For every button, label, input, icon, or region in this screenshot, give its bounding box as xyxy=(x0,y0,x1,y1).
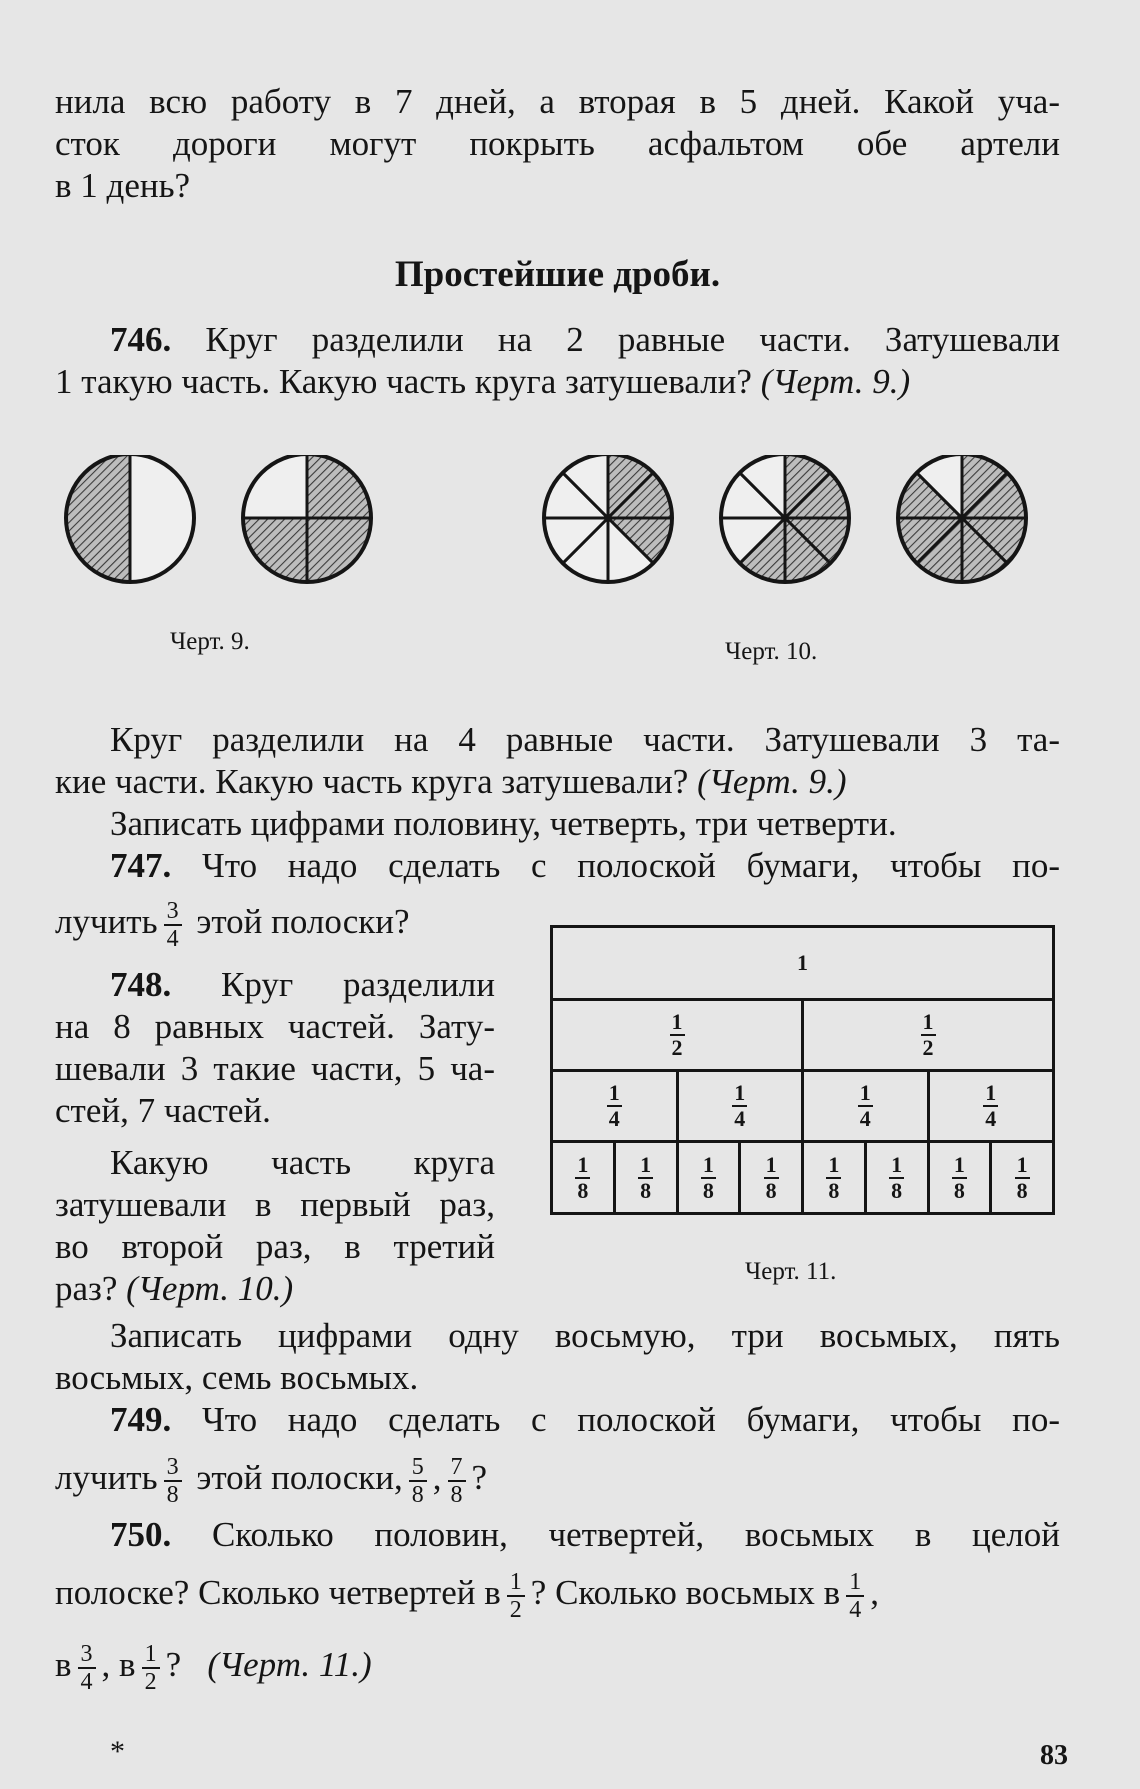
fraction xyxy=(409,1454,427,1508)
strip-quarter-cell xyxy=(553,1072,679,1140)
strip-quarter-cell xyxy=(679,1072,805,1140)
strip-row-eighths xyxy=(553,1143,1052,1212)
fraction-circle xyxy=(898,455,1026,582)
denominator: 8 xyxy=(166,1481,179,1508)
fraction-circles xyxy=(66,455,1026,582)
strip-eighth-cell xyxy=(804,1143,867,1212)
figure-ref: (Черт. 9.) xyxy=(697,762,847,801)
denominator: 4 xyxy=(985,1106,997,1131)
figures-9-10 xyxy=(0,455,1140,655)
problem-746-cont-1: Круг разделили на 4 равные части. Затушевали 3 та- xyxy=(110,720,1060,759)
denominator: 2 xyxy=(922,1035,934,1060)
problem-750-line-3 xyxy=(55,1635,1060,1695)
numerator: 1 xyxy=(507,1569,525,1597)
strip-row-whole xyxy=(553,928,1052,1001)
shaded-sector xyxy=(66,455,130,582)
numerator: 1 xyxy=(608,1080,620,1105)
numerator: 1 xyxy=(142,1641,160,1669)
figure-9-caption: Черт. 9. xyxy=(170,628,250,655)
numerator: 1 xyxy=(985,1080,997,1105)
problem-750-mid-3: , в xyxy=(101,1645,136,1684)
problem-749-text: Что надо сделать с полоской бумаги, чтобы по- xyxy=(201,1400,1060,1439)
figure-ref: (Черт. 10.) xyxy=(126,1269,294,1308)
fraction xyxy=(448,1454,466,1508)
numerator: 1 xyxy=(953,1151,965,1177)
denominator: 4 xyxy=(859,1106,871,1131)
problem-746-text-2: 1 такую часть. Какую часть круга затушевали? xyxy=(55,362,752,401)
figure-ref: (Черт. 9.) xyxy=(760,362,911,401)
strip-eighth-cell xyxy=(616,1143,679,1212)
section-title: Простейшие дроби. xyxy=(394,254,721,295)
denominator: 8 xyxy=(640,1177,652,1203)
denominator: 8 xyxy=(1016,1177,1028,1203)
numerator: 5 xyxy=(409,1454,427,1482)
page-number: 83 xyxy=(1040,1740,1068,1771)
strip-row-halves xyxy=(553,1001,1052,1072)
strip-eighth-cell xyxy=(992,1143,1052,1212)
fraction xyxy=(142,1641,160,1695)
fraction xyxy=(846,1569,864,1623)
strip-eighth-cell xyxy=(741,1143,804,1212)
figure-ref: (Черт. 11.) xyxy=(207,1645,372,1684)
problem-748-line-9: Записать цифрами одну восьмую, три восьмых, пять xyxy=(110,1316,1060,1355)
denominator: 8 xyxy=(891,1177,903,1203)
fraction xyxy=(164,1454,182,1508)
problem-747-pre: лучить xyxy=(55,902,158,941)
problem-746-line-1 xyxy=(55,320,1060,360)
denominator: 8 xyxy=(702,1177,714,1203)
problem-748-line-1 xyxy=(55,965,495,1005)
comma: , xyxy=(432,1458,442,1497)
strip-row-quarters xyxy=(553,1072,1052,1143)
comma: , xyxy=(870,1573,879,1612)
numerator: 1 xyxy=(1016,1151,1028,1177)
denominator: 8 xyxy=(411,1481,424,1508)
problem-750-text: Сколько половин, четвертей, восьмых в целой xyxy=(211,1515,1061,1554)
strip-whole-cell: 1 xyxy=(797,950,808,975)
denominator: 8 xyxy=(953,1177,965,1203)
fraction-circle xyxy=(544,455,672,582)
footer-mark: * xyxy=(110,1735,125,1768)
fraction-circle xyxy=(721,455,849,582)
problem-750-pre-3: в xyxy=(55,1645,72,1684)
problem-746-line-2 xyxy=(55,362,1060,402)
problem-748-line-8 xyxy=(55,1269,495,1309)
question-mark: ? xyxy=(471,1458,488,1497)
problem-748-line-7: во второй раз, в третий xyxy=(55,1227,495,1266)
numerator: 1 xyxy=(671,1009,683,1034)
numerator: 1 xyxy=(922,1009,934,1034)
problem-747-line-1 xyxy=(55,846,1060,886)
problem-748-line-6: затушевали в первый раз, xyxy=(55,1185,495,1224)
strip-quarter-cell xyxy=(930,1072,1053,1140)
denominator: 8 xyxy=(577,1177,589,1203)
numerator: 1 xyxy=(891,1151,903,1177)
fraction-circle xyxy=(243,455,371,582)
numerator: 1 xyxy=(765,1151,777,1177)
problem-number: 748. xyxy=(110,965,172,1004)
problem-746-cont-2-text: кие части. Какую часть круга затушевали? xyxy=(55,762,689,801)
numerator: 1 xyxy=(577,1151,589,1177)
numerator: 7 xyxy=(448,1454,466,1482)
problem-749-pre: лучить xyxy=(55,1458,158,1497)
denominator: 2 xyxy=(671,1035,683,1060)
problem-748-line-3: шевали 3 такие части, 5 ча- xyxy=(55,1049,495,1088)
problem-746-cont-2 xyxy=(55,762,1060,802)
numerator: 1 xyxy=(846,1569,864,1597)
fraction-strip-table xyxy=(550,925,1055,1215)
denominator: 4 xyxy=(608,1106,620,1131)
strip-eighth-cell xyxy=(679,1143,742,1212)
problem-number: 750. xyxy=(110,1515,172,1554)
question-mark: ? xyxy=(165,1645,182,1684)
numerator: 3 xyxy=(164,898,182,926)
denominator: 8 xyxy=(828,1177,840,1203)
problem-748-text: Круг разделили xyxy=(221,965,496,1004)
problem-747-post: этой полоски? xyxy=(196,902,410,941)
strip-half-cell xyxy=(804,1001,1052,1069)
strip-quarter-cell xyxy=(804,1072,930,1140)
problem-number: 749. xyxy=(110,1400,172,1439)
strip-eighth-cell xyxy=(930,1143,993,1212)
problem-748-line-4: стей, 7 частей. xyxy=(55,1091,271,1130)
figure-11-caption: Черт. 11. xyxy=(745,1258,837,1285)
strip-eighth-cell xyxy=(553,1143,616,1212)
problem-750-mid: ? Сколько восьмых в xyxy=(530,1573,841,1612)
prev-problem-line-1: нила всю работу в 7 дней, а вторая в 5 дней. Какой уча- xyxy=(55,82,1060,121)
denominator: 2 xyxy=(509,1596,522,1623)
strip-half-cell xyxy=(553,1001,804,1069)
fraction xyxy=(164,898,182,952)
problem-749-line-1 xyxy=(55,1400,1060,1440)
problem-749-mid: этой полоски, xyxy=(196,1458,403,1497)
problem-746-cont-3: Записать цифрами половину, четверть, три четверти. xyxy=(110,804,897,843)
problem-749-line-2 xyxy=(55,1448,1060,1508)
numerator: 1 xyxy=(702,1151,714,1177)
denominator: 2 xyxy=(144,1668,157,1695)
numerator: 3 xyxy=(78,1641,96,1669)
prev-problem-line-3: в 1 день? xyxy=(55,166,191,205)
numerator: 1 xyxy=(859,1080,871,1105)
problem-748-line-5: Какую часть круга xyxy=(110,1143,495,1182)
fraction xyxy=(507,1569,525,1623)
denominator: 4 xyxy=(80,1668,93,1695)
problem-748-pre: раз? xyxy=(55,1269,118,1308)
problem-746-text: Круг разделили на 2 равные части. Затушевали xyxy=(205,320,1061,359)
problem-number: 747. xyxy=(110,846,172,885)
strip-eighth-cell xyxy=(867,1143,930,1212)
figure-10-caption: Черт. 10. xyxy=(725,638,818,665)
numerator: 1 xyxy=(640,1151,652,1177)
blank-sector xyxy=(130,455,194,582)
problem-number: 746. xyxy=(110,320,172,359)
problem-747-text: Что надо сделать с полоской бумаги, чтобы по- xyxy=(201,846,1060,885)
denominator: 4 xyxy=(166,925,179,952)
problem-748-line-10: восьмых, семь восьмых. xyxy=(55,1358,419,1397)
denominator: 4 xyxy=(734,1106,746,1131)
denominator: 8 xyxy=(765,1177,777,1203)
numerator: 1 xyxy=(734,1080,746,1105)
fraction xyxy=(78,1641,96,1695)
problem-750-line-1 xyxy=(55,1515,1060,1555)
numerator: 3 xyxy=(164,1454,182,1482)
denominator: 4 xyxy=(849,1596,862,1623)
problem-750-pre: полоске? Сколько четвертей в xyxy=(55,1573,501,1612)
problem-750-line-2 xyxy=(55,1563,1060,1623)
denominator: 8 xyxy=(450,1481,463,1508)
prev-problem-line-2: сток дороги могут покрыть асфальтом обе артели xyxy=(55,124,1060,163)
problem-748-line-2: на 8 равных частей. Зату- xyxy=(55,1007,495,1046)
fraction-circle xyxy=(66,455,194,582)
numerator: 1 xyxy=(828,1151,840,1177)
